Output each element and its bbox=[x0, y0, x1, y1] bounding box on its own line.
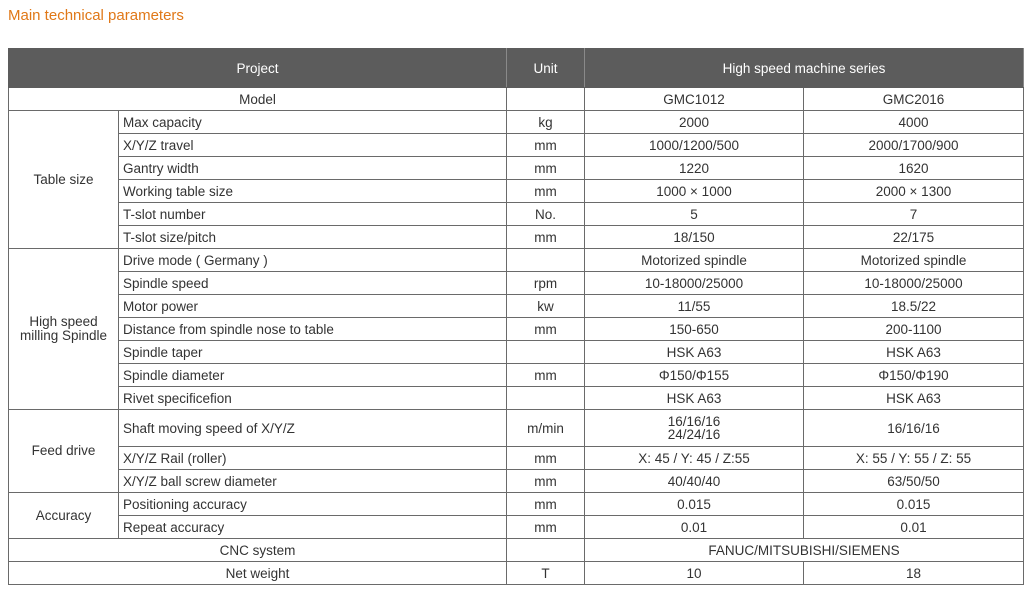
value-gmc1012: 11/55 bbox=[585, 295, 804, 318]
cnc-value: FANUC/MITSUBISHI/SIEMENS bbox=[585, 539, 1024, 562]
value-gmc2016: HSK A63 bbox=[804, 387, 1024, 410]
value-gmc2016: Φ150/Φ190 bbox=[804, 364, 1024, 387]
unit-cell bbox=[507, 387, 585, 410]
value-gmc2016: 2000 × 1300 bbox=[804, 180, 1024, 203]
weight-unit: T bbox=[507, 562, 585, 585]
table-row bbox=[9, 134, 1024, 157]
value-gmc1012: 150-650 bbox=[585, 318, 804, 341]
value-gmc1012: 0.01 bbox=[585, 516, 804, 539]
unit-cell: mm bbox=[507, 364, 585, 387]
unit-cell: rpm bbox=[507, 272, 585, 295]
table-row bbox=[9, 516, 1024, 539]
value-gmc2016: 63/50/50 bbox=[804, 470, 1024, 493]
table-row bbox=[9, 295, 1024, 318]
value-gmc1012: Φ150/Φ155 bbox=[585, 364, 804, 387]
weight-label: Net weight bbox=[9, 562, 507, 585]
table-row bbox=[9, 180, 1024, 203]
table-row bbox=[9, 447, 1024, 470]
table-row bbox=[9, 410, 1024, 447]
value-gmc1012: 18/150 bbox=[585, 226, 804, 249]
table-row bbox=[9, 203, 1024, 226]
header-project: Project bbox=[9, 49, 507, 88]
table-row bbox=[9, 493, 1024, 516]
model-label: Model bbox=[9, 88, 507, 111]
unit-cell: mm bbox=[507, 447, 585, 470]
value-gmc2016: 200-1100 bbox=[804, 318, 1024, 341]
unit-cell: mm bbox=[507, 493, 585, 516]
value-gmc1012: HSK A63 bbox=[585, 387, 804, 410]
item-label: Repeat accuracy bbox=[119, 516, 507, 539]
value-gmc1012: 2000 bbox=[585, 111, 804, 134]
item-label: X/Y/Z ball screw diameter bbox=[119, 470, 507, 493]
unit-cell bbox=[507, 249, 585, 272]
value-gmc2016: HSK A63 bbox=[804, 341, 1024, 364]
header-unit: Unit bbox=[507, 49, 585, 88]
value-gmc2016: 18.5/22 bbox=[804, 295, 1024, 318]
model-row bbox=[9, 88, 1024, 111]
table-row bbox=[9, 111, 1024, 134]
unit-cell: mm bbox=[507, 516, 585, 539]
item-label: Spindle taper bbox=[119, 341, 507, 364]
item-label: Shaft moving speed of X/Y/Z bbox=[119, 410, 507, 447]
unit-cell: mm bbox=[507, 134, 585, 157]
unit-cell: mm bbox=[507, 180, 585, 203]
group-accuracy: Accuracy bbox=[9, 493, 119, 539]
group-spindle bbox=[9, 249, 119, 410]
value-gmc1012: HSK A63 bbox=[585, 341, 804, 364]
table-row bbox=[9, 387, 1024, 410]
value-gmc2016: 4000 bbox=[804, 111, 1024, 134]
model-gmc2016: GMC2016 bbox=[804, 88, 1024, 111]
item-label: T-slot size/pitch bbox=[119, 226, 507, 249]
unit-cell: mm bbox=[507, 157, 585, 180]
value-gmc1012: 1220 bbox=[585, 157, 804, 180]
value-gmc2016: 0.01 bbox=[804, 516, 1024, 539]
unit-cell: mm bbox=[507, 470, 585, 493]
table-row bbox=[9, 226, 1024, 249]
group-feed-drive: Feed drive bbox=[9, 410, 119, 493]
item-label: T-slot number bbox=[119, 203, 507, 226]
value-gmc2016: 7 bbox=[804, 203, 1024, 226]
cnc-label: CNC system bbox=[9, 539, 507, 562]
item-label: Max capacity bbox=[119, 111, 507, 134]
value-gmc1012 bbox=[585, 410, 804, 447]
group-spindle-line1: High speed bbox=[29, 314, 98, 329]
header-row bbox=[9, 49, 1024, 88]
table-row bbox=[9, 157, 1024, 180]
unit-cell bbox=[507, 341, 585, 364]
model-gmc1012: GMC1012 bbox=[585, 88, 804, 111]
value-gmc2016: 1620 bbox=[804, 157, 1024, 180]
value-gmc2016: X: 55 / Y: 55 / Z: 55 bbox=[804, 447, 1024, 470]
item-label: Distance from spindle nose to table bbox=[119, 318, 507, 341]
table-row bbox=[9, 272, 1024, 295]
header-series: High speed machine series bbox=[585, 49, 1024, 88]
unit-cell: mm bbox=[507, 226, 585, 249]
item-label: Drive mode ( Germany ) bbox=[119, 249, 507, 272]
table-row bbox=[9, 470, 1024, 493]
unit-cell: mm bbox=[507, 318, 585, 341]
weight-gmc2016: 18 bbox=[804, 562, 1024, 585]
value-gmc2016: 16/16/16 bbox=[804, 410, 1024, 447]
value-gmc2016: 2000/1700/900 bbox=[804, 134, 1024, 157]
value-gmc1012: 5 bbox=[585, 203, 804, 226]
unit-cell: kg bbox=[507, 111, 585, 134]
model-unit bbox=[507, 88, 585, 111]
value-gmc2016: Motorized spindle bbox=[804, 249, 1024, 272]
table-row bbox=[9, 249, 1024, 272]
cnc-row bbox=[9, 539, 1024, 562]
table-row bbox=[9, 318, 1024, 341]
page-title: Main technical parameters bbox=[8, 7, 184, 24]
table-row bbox=[9, 341, 1024, 364]
item-label: Gantry width bbox=[119, 157, 507, 180]
value-gmc1012: 1000/1200/500 bbox=[585, 134, 804, 157]
unit-cell: m/min bbox=[507, 410, 585, 447]
value-gmc1012: 40/40/40 bbox=[585, 470, 804, 493]
item-label: Working table size bbox=[119, 180, 507, 203]
value-gmc1012: 1000 × 1000 bbox=[585, 180, 804, 203]
value-gmc1012: Motorized spindle bbox=[585, 249, 804, 272]
item-label: X/Y/Z Rail (roller) bbox=[119, 447, 507, 470]
value-gmc1012: X: 45 / Y: 45 / Z:55 bbox=[585, 447, 804, 470]
group-table-size: Table size bbox=[9, 111, 119, 249]
item-label: X/Y/Z travel bbox=[119, 134, 507, 157]
value-gmc1012: 10-18000/25000 bbox=[585, 272, 804, 295]
value-line1: 16/16/16 bbox=[667, 414, 721, 429]
item-label: Rivet specificefion bbox=[119, 387, 507, 410]
unit-cell: kw bbox=[507, 295, 585, 318]
value-gmc2016: 22/175 bbox=[804, 226, 1024, 249]
value-gmc2016: 0.015 bbox=[804, 493, 1024, 516]
group-spindle-line2: milling Spindle bbox=[19, 328, 108, 343]
spec-table bbox=[8, 48, 1024, 585]
value-gmc2016: 10-18000/25000 bbox=[804, 272, 1024, 295]
value-line2: 24/24/16 bbox=[667, 427, 721, 442]
weight-gmc1012: 10 bbox=[585, 562, 804, 585]
item-label: Motor power bbox=[119, 295, 507, 318]
value-gmc1012: 0.015 bbox=[585, 493, 804, 516]
item-label: Spindle speed bbox=[119, 272, 507, 295]
unit-cell: No. bbox=[507, 203, 585, 226]
item-label: Spindle diameter bbox=[119, 364, 507, 387]
table-row bbox=[9, 364, 1024, 387]
item-label: Positioning accuracy bbox=[119, 493, 507, 516]
weight-row bbox=[9, 562, 1024, 585]
cnc-unit bbox=[507, 539, 585, 562]
